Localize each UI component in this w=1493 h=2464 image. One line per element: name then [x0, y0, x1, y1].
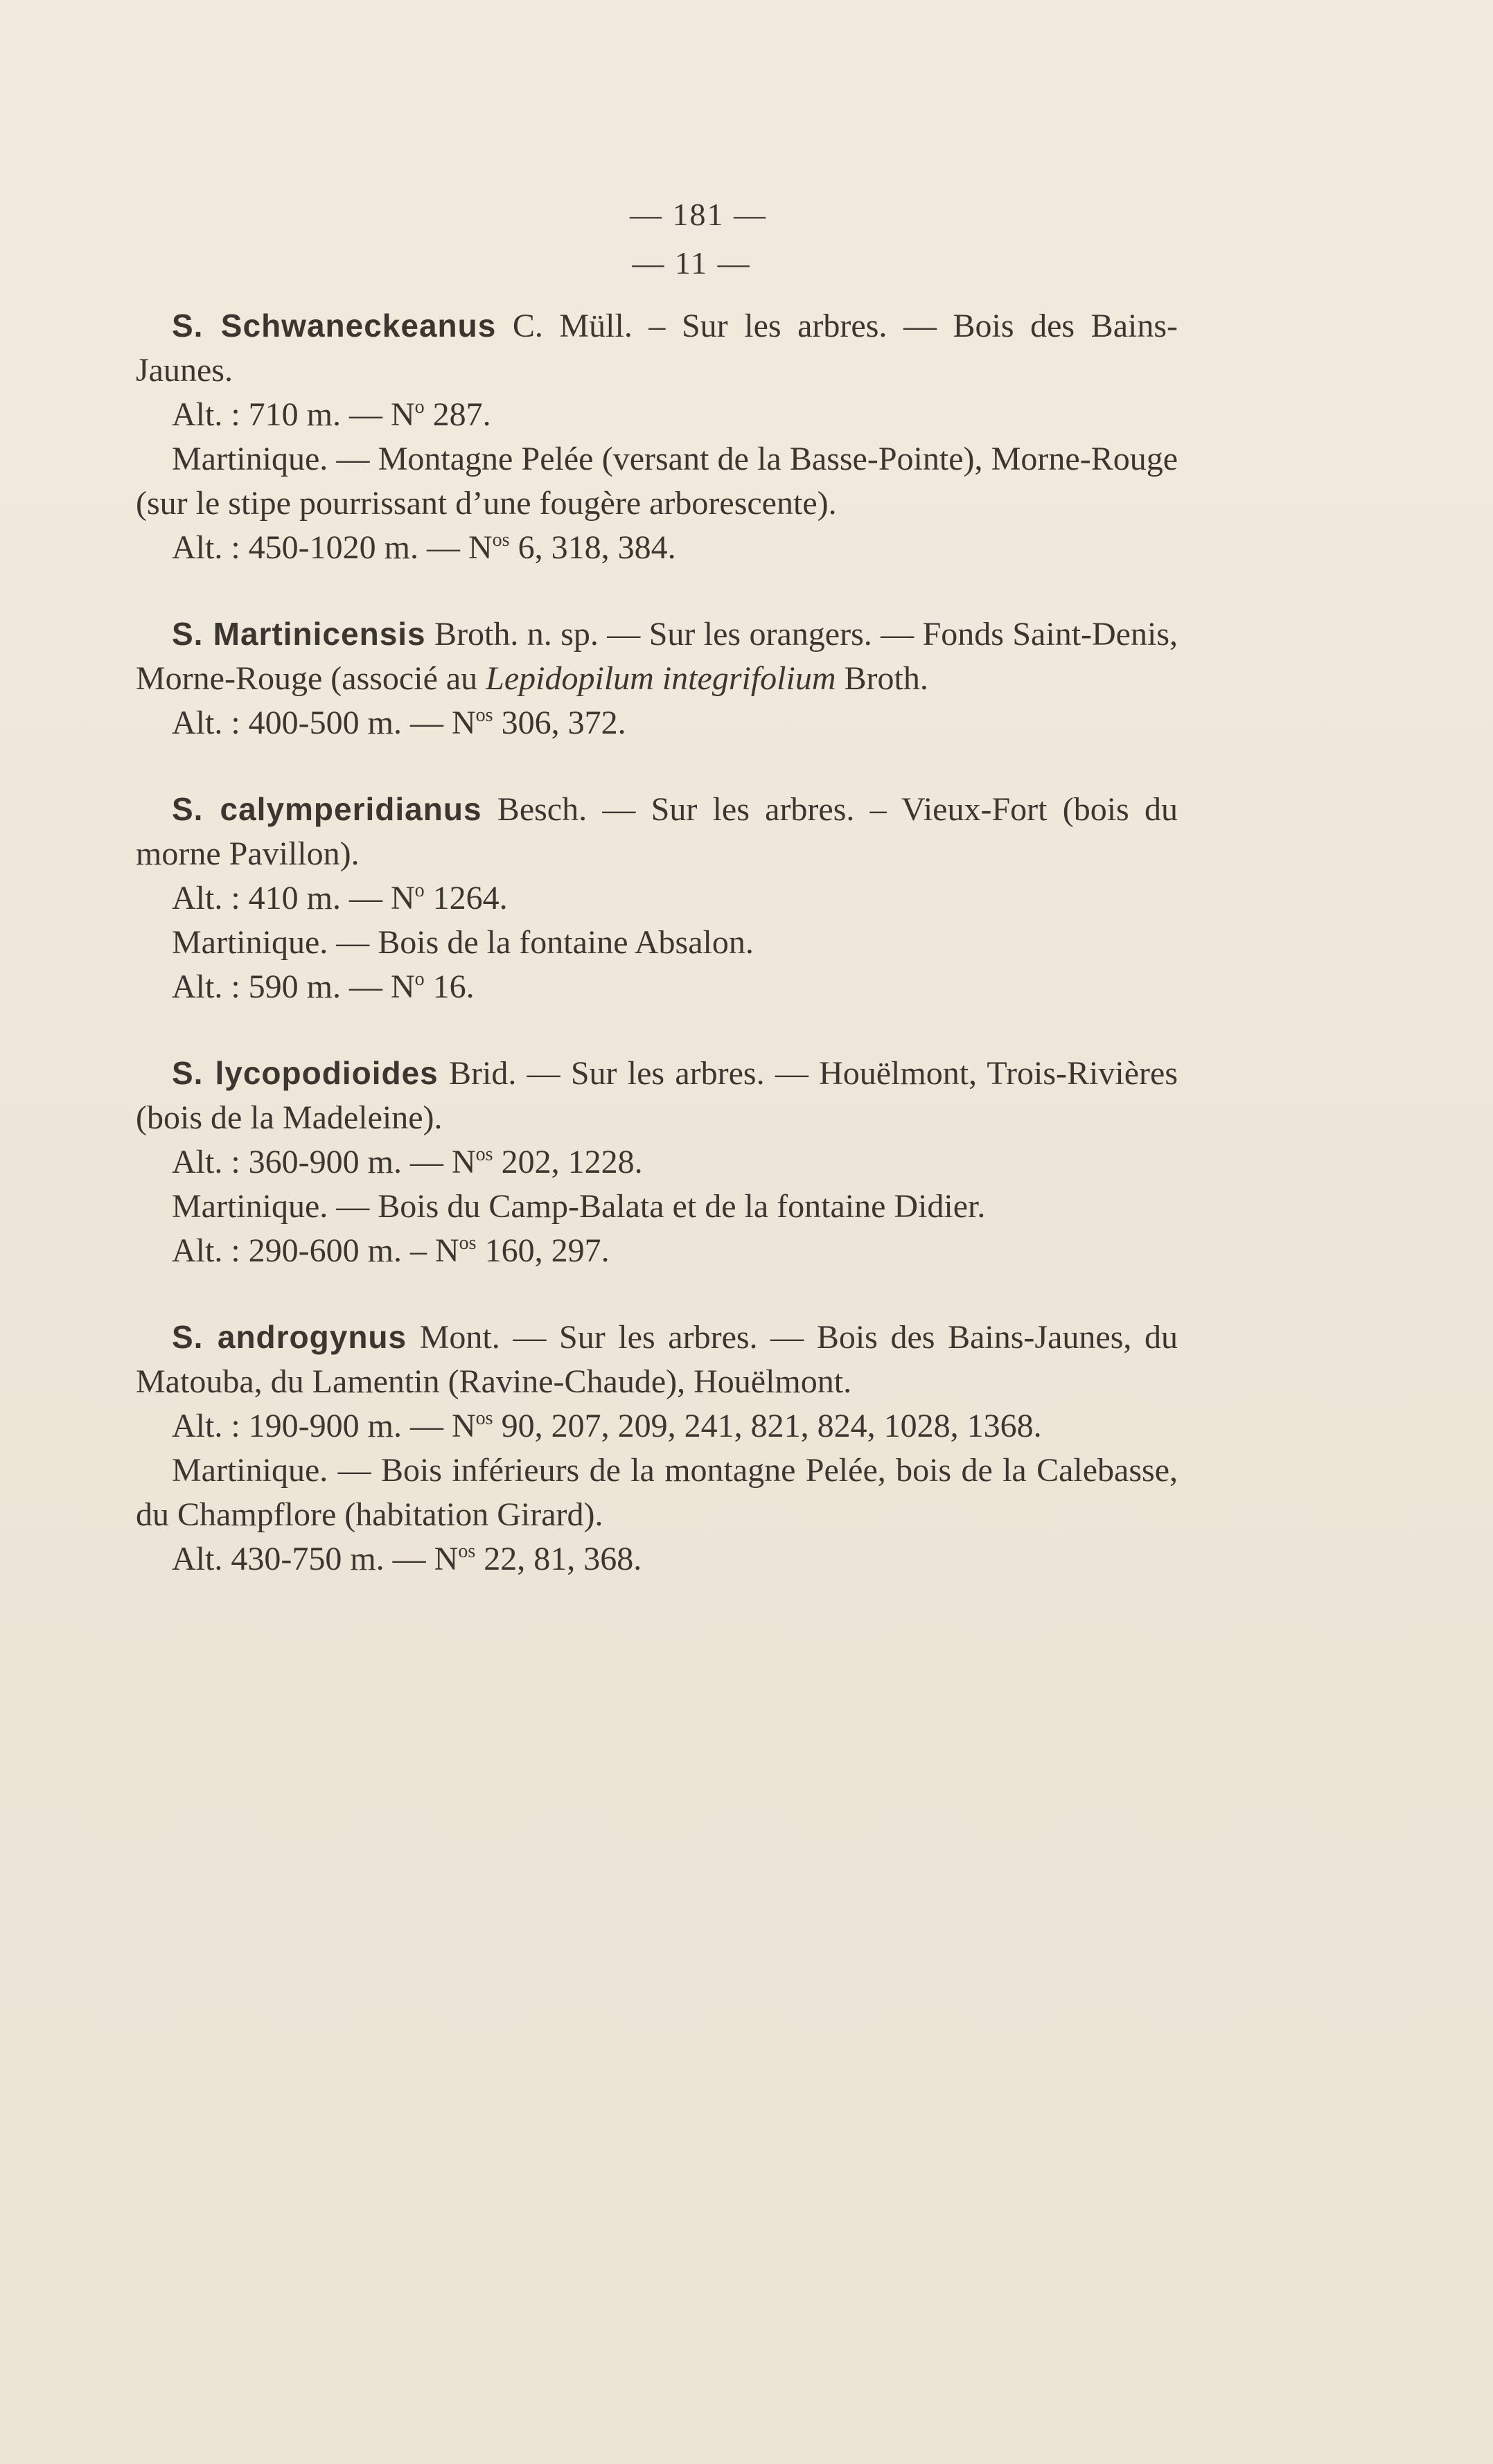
entry-description-end: Broth. [836, 660, 928, 697]
specimen-numbers: 16. [424, 968, 475, 1005]
altitude-text: Alt. : 400-500 m. — N [172, 704, 476, 741]
number-sign-sup: o [414, 880, 425, 901]
altitude-line [136, 393, 1178, 437]
entry-description: Broth. n. sp. — Sur les orangers. — Fonds Saint-Denis, Morne-Rouge (associé au [136, 616, 1178, 697]
page-number: — 181 — [630, 197, 767, 232]
entry-description: C. Müll. – Sur les arbres. — Bois des Bains-Jaunes. [136, 308, 1178, 389]
locality-paragraph: Martinique. — Bois du Camp-Balata et de la fontaine Didier. [172, 1188, 986, 1225]
species-name: S. lycopodioides [172, 1055, 439, 1091]
specimen-numbers: 90, 207, 209, 241, 821, 824, 1028, 1368. [493, 1408, 1042, 1444]
section-number: — 11 — [632, 245, 751, 281]
locality-paragraph: Martinique. — Bois de la fontaine Absalon. [172, 924, 754, 961]
number-sign-sup: os [459, 1232, 477, 1254]
entry-martinicensis [136, 612, 1178, 745]
altitude-text: Alt. : 290-600 m. – N [172, 1232, 459, 1269]
altitude-text: Alt. : 410 m. — N [172, 880, 415, 916]
species-name: S. Martinicensis [172, 616, 426, 652]
entry-description: Mont. — Sur les arbres. — Bois des Bains-Jaunes, du Matouba, du Lamentin (Ravine-Chaude), Houëlmont. [136, 1319, 1178, 1400]
entry-intro [136, 612, 1178, 701]
entry-schwaneckeanus [136, 303, 1178, 570]
entry-description: Brid. — Sur les arbres. — Houëlmont, Trois-Rivières (bois de la Madeleine). [136, 1055, 1178, 1136]
number-sign-sup: os [458, 1541, 476, 1562]
specimen-numbers: 306, 372. [493, 704, 626, 741]
text-block [136, 195, 1178, 1581]
altitude-line [136, 876, 1178, 921]
locality-paragraph: Martinique. — Bois inférieurs de la montagne Pelée, bois de la Calebasse, du Champflore (habitation Girard). [136, 1452, 1178, 1533]
entry-intro [136, 1315, 1178, 1404]
number-sign-sup: os [475, 1408, 493, 1429]
altitude-text: Alt. : 360-900 m. — N [172, 1144, 476, 1180]
altitude-line [136, 1140, 1178, 1185]
number-sign-sup: o [414, 396, 425, 418]
species-name: S. androgynus [172, 1319, 407, 1355]
altitude-text: Alt. : 450-1020 m. — N [172, 529, 493, 566]
locality-paragraph: Martinique. — Montagne Pelée (versant de la Basse-Pointe), Morne-Rouge (sur le stipe pourrissant d’une fougère arborescente). [136, 441, 1178, 522]
species-name: S. Schwaneckeanus [172, 308, 497, 344]
altitude-line [136, 701, 1178, 745]
specimen-numbers: 160, 297. [476, 1232, 610, 1269]
entry-intro [136, 303, 1178, 393]
altitude-text: Alt. : 190-900 m. — N [172, 1408, 476, 1444]
entry-intro [136, 787, 1178, 876]
altitude-text: Alt. : 590 m. — N [172, 968, 415, 1005]
altitude-line [136, 1404, 1178, 1448]
altitude-line [136, 965, 1178, 1009]
altitude-line [136, 1537, 1178, 1581]
number-sign-sup: o [414, 968, 425, 990]
specimen-numbers: 6, 318, 384. [509, 529, 676, 566]
species-name: S. calymperidianus [172, 791, 482, 827]
entry-lycopodioides [136, 1051, 1178, 1273]
number-sign-sup: os [475, 1144, 493, 1165]
number-sign-sup: os [492, 529, 510, 551]
entry-intro [136, 1051, 1178, 1140]
associated-species: Lepidopilum integrifolium [486, 660, 836, 697]
specimen-numbers: 287. [424, 396, 491, 433]
entry-description: Besch. — Sur les arbres. – Vieux-Fort (bois du morne Pavillon). [136, 791, 1178, 872]
number-sign-sup: os [475, 704, 493, 726]
altitude-line [136, 526, 1178, 570]
specimen-numbers: 1264. [424, 880, 508, 916]
entry-calymperidianus [136, 787, 1178, 1009]
specimen-numbers: 202, 1228. [493, 1144, 643, 1180]
altitude-text: Alt. 430-750 m. — N [172, 1541, 459, 1577]
altitude-line [136, 1229, 1178, 1273]
specimen-numbers: 22, 81, 368. [475, 1541, 642, 1577]
entry-androgynus [136, 1315, 1178, 1581]
altitude-text: Alt. : 710 m. — N [172, 396, 415, 433]
